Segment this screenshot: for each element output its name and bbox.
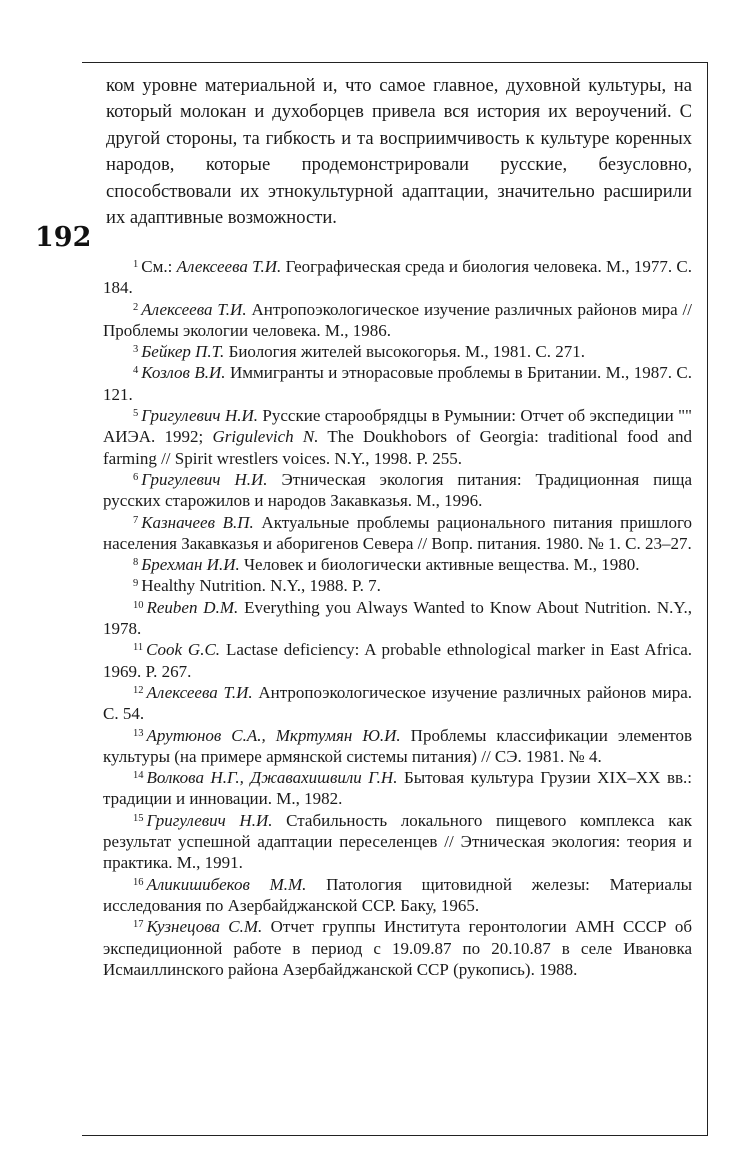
- footnote-number: 17: [133, 919, 144, 931]
- footnote-author: Алексеева Т.И.: [176, 257, 282, 276]
- footnote-text: Отчет группы Института геронтологии АМН СССР об экспедиционной работе в период с 19.09.87 по 20.10.87 в селе Ивановка Исмаиллинского района Азербайджанской ССР (рукопись). 1988.: [103, 917, 692, 979]
- footnote-author: Бейкер П.Т.: [141, 342, 225, 362]
- footnote-author: Аликишибеков М.М.: [146, 874, 307, 894]
- footnote-text: Русские старообрядцы в Румынии: Отчет об экспедиции "" АИЭА. 1992;: [103, 406, 692, 447]
- footnote: [103, 469, 692, 512]
- footnote-text: Человек и биологически активные вещества. М., 1980.: [239, 555, 640, 575]
- footnote-author: Reuben D.M.: [146, 597, 239, 617]
- footnote-number: 14: [133, 770, 144, 782]
- footnote: [103, 554, 692, 575]
- footnote-number: 15: [133, 812, 144, 824]
- footnote: [103, 512, 692, 555]
- footnote-text: Актуальные проблемы рационального питания пришлого населения Закавказья и аборигенов Севера // Вопр. питания. 1980. № 1. С. 23–27.: [103, 512, 692, 553]
- footnote-author: Брехман И.И.: [141, 555, 240, 575]
- footnote-number: 11: [133, 642, 144, 654]
- footnote-text: Lactase deficiency: A probable ethnological marker in East Africa. 1969. P. 267.: [103, 640, 692, 681]
- footnote-author: Арутюнов С.А., Мкртумян Ю.И.: [146, 725, 401, 745]
- footnote: [103, 362, 692, 405]
- footnote-author: Казначеев В.П.: [141, 512, 254, 532]
- footnote-number: 1: [133, 259, 139, 270]
- page-number: 192: [35, 222, 92, 253]
- footnote-number: 4: [133, 365, 139, 377]
- footnote-number: 12: [133, 684, 144, 696]
- footnotes-list: [103, 256, 692, 980]
- footnote: [103, 916, 692, 980]
- footnote-number: 16: [133, 876, 144, 888]
- footnote: [103, 725, 692, 768]
- footnote-number: 13: [133, 727, 144, 739]
- footnote-number: 8: [133, 557, 139, 569]
- footnote: [103, 682, 692, 725]
- footnote: [103, 256, 692, 299]
- page-frame-bottom-rule: [82, 1135, 708, 1136]
- footnote: [103, 597, 692, 640]
- footnote-prefix: Healthy Nutrition. N.Y., 1988. P. 7.: [141, 576, 381, 596]
- footnote-number: 6: [133, 471, 139, 483]
- footnote-text: Стабильность локального пищевого комплекса как результат успешной адаптации переселенцев // Этническая экология: теория и практика. М., 1991.: [103, 810, 693, 873]
- footnote-text-secondary: The Doukhobors of Georgia: traditional food and farming // Spirit wrestlers voices. N.Y., 1998. P. 255.: [103, 427, 692, 468]
- footnote: [103, 874, 692, 917]
- footnote-number: 3: [133, 344, 139, 356]
- page-frame-top-rule: [82, 62, 708, 63]
- footnote: [103, 767, 692, 810]
- footnote: [103, 810, 692, 874]
- page-frame-right-rule: [707, 62, 708, 1136]
- footnote: [103, 639, 692, 682]
- footnote-text: Этническая экология питания: Традиционная пища русских старожилов и народов Закавказья. М., 1996.: [103, 469, 693, 511]
- footnote-author: Григулевич Н.И.: [146, 810, 273, 830]
- footnote-author: Козлов В.И.: [141, 363, 226, 383]
- footnote-prefix: См.:: [141, 257, 177, 276]
- footnote-author: Cook G.C.: [146, 640, 221, 660]
- footnote-number: 10: [133, 599, 144, 611]
- footnote-text: Бытовая культура Грузии XIX–XX вв.: традиции и инновации. М., 1982.: [103, 768, 692, 809]
- footnote: [103, 575, 692, 596]
- footnote-text: Антропоэкологическое изучение различных районов мира. С. 54.: [103, 682, 692, 724]
- footnote-number: 9: [133, 578, 139, 590]
- footnote-text: Биология жителей высокогорья. М., 1981. С. 271.: [224, 342, 585, 362]
- footnote-number: 7: [133, 514, 139, 526]
- footnote-number: 2: [133, 301, 139, 313]
- footnote-number: 5: [133, 408, 139, 420]
- footnote-text: Географическая среда и биология человека. М., 1977. С. 184.: [103, 257, 693, 298]
- footnote-author: Григулевич Н.И.: [141, 406, 259, 426]
- footnote-author: Кузнецова С.М.: [146, 917, 263, 937]
- footnote-author: Григулевич Н.И.: [141, 469, 268, 489]
- footnote-author-secondary: Grigulevich N.: [212, 427, 319, 447]
- footnote: [103, 299, 692, 342]
- footnote: [103, 341, 692, 362]
- footnote-text: Проблемы классификации элементов культуры (на примере армянской системы питания) // СЭ. 1981. № 4.: [103, 725, 692, 766]
- footnote-text: Everything you Always Wanted to Know About Nutrition. N.Y., 1978.: [103, 597, 692, 639]
- footnote-text: Иммигранты и этнорасовые проблемы в Британии. М., 1987. С. 121.: [103, 363, 692, 404]
- body-paragraph: ком уровне материальной и, что самое главное, духовной культуры, на который молокан и духоборцев привела вся история их вероучений. С другой стороны, та гибкость и та восприимчивость к культуре коренных народов, которые продемонстрировали русские, безусловно, способствовали их этнокультурной адаптации, значительно расширили их адаптивные возможности.: [106, 75, 692, 229]
- footnote-text: Патология щитовидной железы: Материалы исследования по Азербайджанской ССР. Баку, 1965.: [103, 874, 693, 915]
- footnote-author: Алексеева Т.И.: [146, 682, 253, 702]
- footnote: [103, 405, 692, 469]
- footnote-author: Волкова Н.Г., Джавахишвили Г.Н.: [146, 768, 398, 788]
- footnote-text: Антропоэкологическое изучение различных районов мира // Проблемы экологии человека. М., 1986.: [103, 299, 693, 340]
- footnote-author: Алексеева Т.И.: [141, 299, 247, 319]
